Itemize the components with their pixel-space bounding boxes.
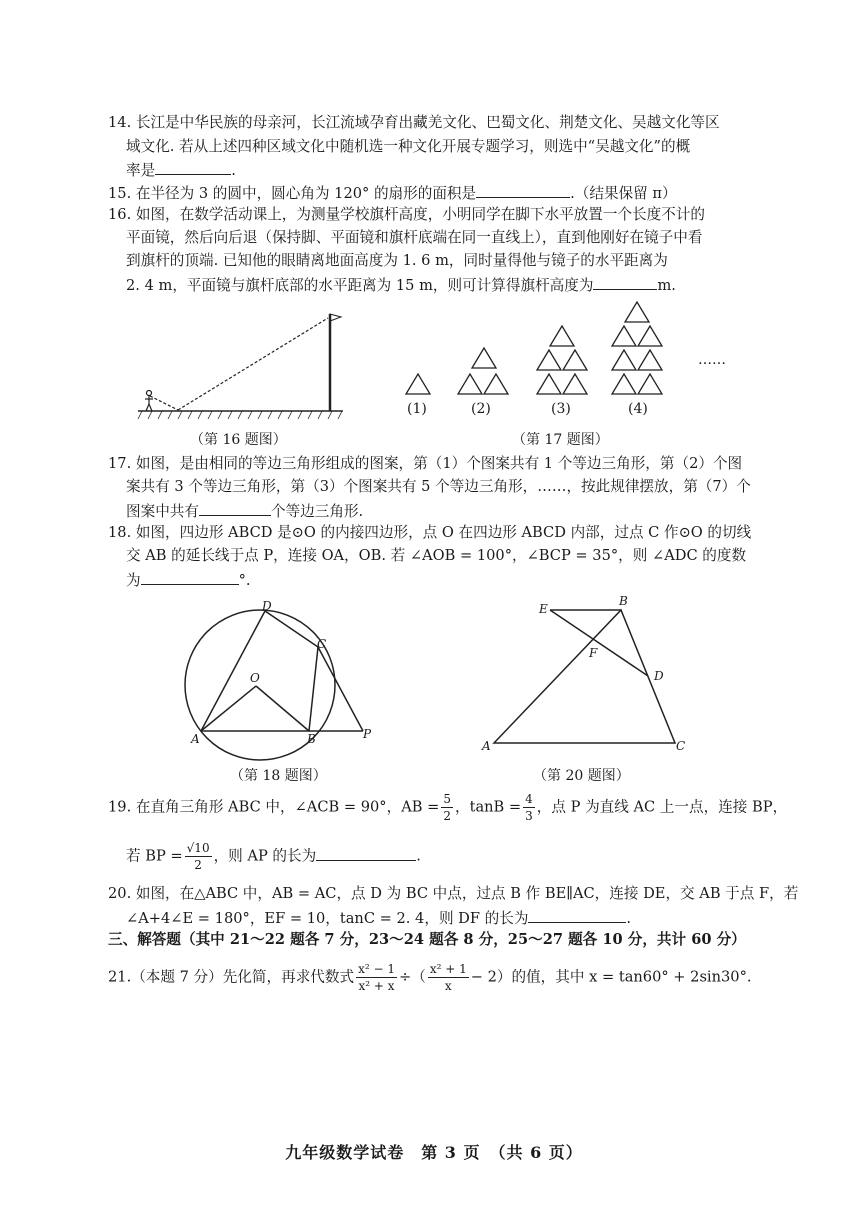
q16-line2: 平面镜，然后向后退（保持脚、平面镜和旗杆底端在同一直线上），直到他刚好在镜子中看 bbox=[126, 229, 703, 246]
fig20-point-b: B bbox=[619, 594, 628, 608]
q21-fraction-2 bbox=[428, 961, 469, 994]
fig17-pattern4-triangle bbox=[638, 374, 662, 394]
q20-text: ∠A+4∠E = 180°，EF = 10，tanC = 2. 4，则 DF 的长为 bbox=[126, 910, 529, 927]
q19-fraction-bp bbox=[185, 840, 212, 873]
q17-tail: 个等边三角形. bbox=[270, 503, 364, 520]
q19-text-b: ，tanB = bbox=[454, 798, 522, 816]
q14-line1: 14. 长江是中华民族的母亲河，长江流域孕育出藏羌文化、巴蜀文化、荆楚文化、吴越文化等区 bbox=[108, 114, 720, 131]
q18-unit: °. bbox=[238, 572, 251, 589]
fig20-point-c: C bbox=[676, 739, 686, 753]
fig18-point-d: D bbox=[262, 599, 272, 613]
q19-text-c: ，点 P 为直线 AC 上一点，连接 BP， bbox=[536, 798, 788, 816]
q18-answer-blank bbox=[141, 568, 239, 585]
q18-text: 为 bbox=[126, 572, 141, 589]
q19-text-a: 19. 在直角三角形 ABC 中，∠ACB = 90°，AB = bbox=[108, 798, 440, 816]
q21-f1-den: x² + x bbox=[358, 979, 395, 993]
fig20-caption: （第 20 题图） bbox=[533, 768, 630, 784]
q20-answer-blank bbox=[528, 906, 626, 923]
fig17-ellipsis: …… bbox=[698, 352, 726, 368]
fig16-sightline-eye bbox=[150, 396, 178, 410]
fig16-flag bbox=[330, 314, 341, 321]
fig17-pattern3-triangle bbox=[537, 374, 561, 394]
q21-f2-den: x bbox=[444, 979, 452, 993]
q19-text-d: 若 BP = bbox=[126, 847, 183, 865]
fig18-point-c: C bbox=[317, 637, 327, 651]
q18-line1: 18. 如图，四边形 ABCD 是⊙O 的内接四边形，点 O 在四边形 ABCD 内部，过点 C 作⊙O 的切线 bbox=[108, 524, 752, 541]
q19-fraction-ab bbox=[441, 791, 453, 824]
fig17-pattern4-triangle bbox=[612, 326, 636, 346]
q21-line bbox=[108, 961, 752, 994]
q19-fraction-tanb bbox=[523, 791, 535, 824]
q19-f3-num: √10 bbox=[186, 841, 210, 855]
fig17-pattern4-triangle bbox=[612, 374, 636, 394]
q21-text-b: ÷（ bbox=[399, 968, 426, 986]
fig17-label-4: (4) bbox=[628, 401, 648, 417]
q15-note: .（结果保留 π） bbox=[570, 185, 677, 202]
q20-line1: 20. 如图，在△ABC 中，AB = AC，点 D 为 BC 中点，过点 B 作 BE∥AC，连接 DE，交 AB 于点 F，若 bbox=[108, 885, 799, 902]
fig17-pattern1-triangle bbox=[406, 374, 430, 394]
q21-fraction-1 bbox=[356, 961, 397, 994]
q19-line1 bbox=[108, 791, 787, 824]
fig17-pattern4-triangle bbox=[625, 302, 649, 322]
q19-line2 bbox=[126, 840, 421, 873]
fig16-caption: （第 16 题图） bbox=[190, 432, 287, 448]
fig20-point-f: F bbox=[589, 646, 598, 660]
q19-answer-blank bbox=[316, 844, 416, 861]
fig18-tangent-cp bbox=[318, 647, 363, 731]
q19-f2-num: 4 bbox=[525, 792, 533, 806]
fig17-pattern2-triangle bbox=[458, 374, 482, 394]
fig18-diagram bbox=[180, 598, 380, 758]
fig17-label-2: (2) bbox=[471, 401, 491, 417]
q14-line2: 域文化. 若从上述四种区域文化中随机选一种文化开展专题学习，则选中“吴越文化”的概 bbox=[126, 138, 691, 155]
fig20-point-a: A bbox=[482, 739, 491, 753]
fig18-caption: （第 18 题图） bbox=[230, 768, 327, 784]
q17-text: 图案中共有 bbox=[126, 503, 199, 520]
q19-text-e: ，则 AP 的长为 bbox=[213, 847, 317, 865]
q21-text-c: − 2）的值，其中 x = tan60° + 2sin30°. bbox=[470, 968, 752, 986]
fig16-sightline-flag bbox=[178, 318, 328, 410]
q20-line2 bbox=[126, 906, 631, 930]
fig16-diagram bbox=[138, 310, 348, 425]
fig20-diagram bbox=[480, 596, 710, 756]
fig17-pattern3-triangle bbox=[550, 326, 574, 346]
fig17-pattern4-triangle bbox=[638, 350, 662, 370]
fig20-segment-ed bbox=[550, 610, 648, 676]
q18-line2: 交 AB 的延长线于点 P，连接 OA，OB. 若 ∠AOB = 100°，∠BCP = 35°，则 ∠ADC 的度数 bbox=[126, 547, 747, 564]
q19-text-f: . bbox=[416, 847, 421, 865]
q16-line4 bbox=[126, 273, 676, 297]
section3-heading: 三、解答题（其中 21～22 题各 7 分，23～24 题各 8 分，25～27 题各 10 分，共计 60 分） bbox=[108, 931, 746, 948]
fig18-point-o: O bbox=[250, 671, 260, 685]
fig17-caption: （第 17 题图） bbox=[512, 432, 609, 448]
q14-text: 率是 bbox=[126, 162, 156, 179]
q19-f2-den: 3 bbox=[525, 809, 533, 823]
q20-period: . bbox=[626, 910, 632, 927]
fig18-point-a: A bbox=[191, 732, 200, 746]
q15-answer-blank bbox=[476, 181, 570, 198]
q16-unit: m. bbox=[657, 277, 676, 294]
fig17-pattern2-triangle bbox=[472, 348, 496, 368]
fig17-pattern2-triangle bbox=[484, 374, 508, 394]
fig17-label-1: (1) bbox=[407, 401, 427, 417]
q15-text: 15. 在半径为 3 的圆中，圆心角为 120° 的扇形的面积是 bbox=[108, 185, 477, 202]
fig20-point-d: D bbox=[654, 669, 664, 683]
q19-f1-num: 5 bbox=[443, 792, 451, 806]
q17-line1: 17. 如图，是由相同的等边三角形组成的图案，第（1）个图案共有 1 个等边三角形，第（2）个图 bbox=[108, 455, 743, 472]
q18-line3 bbox=[126, 568, 251, 592]
fig17-label-3: (3) bbox=[551, 401, 571, 417]
fig18-point-b: B bbox=[307, 732, 316, 746]
q16-line3: 到旗杆的顶端. 已知他的眼睛离地面高度为 1. 6 m，同时量得他与镜子的水平距离为 bbox=[126, 252, 668, 269]
fig16-person bbox=[145, 391, 153, 412]
fig20-triangle-abc bbox=[494, 610, 675, 743]
fig18-segment-oa bbox=[201, 686, 256, 731]
q19-f3-den: 2 bbox=[194, 858, 202, 872]
q16-text: 2. 4 m，平面镜与旗杆底部的水平距离为 15 m，则可计算得旗杆高度为 bbox=[126, 277, 594, 294]
q17-line2: 案共有 3 个等边三角形，第（3）个图案共有 5 个等边三角形，……，按此规律摆放，第（7）个 bbox=[126, 478, 751, 495]
fig17-pattern4-triangle bbox=[638, 326, 662, 346]
q14-answer-blank bbox=[155, 158, 231, 175]
fig20-point-e: E bbox=[539, 602, 548, 616]
fig17-pattern3-triangle bbox=[537, 350, 561, 370]
q21-text-a: 21.（本题 7 分）先化简，再求代数式 bbox=[108, 968, 355, 986]
page-footer: 九年级数学试卷 第 3 页 （共 6 页） bbox=[285, 1143, 583, 1162]
fig18-point-p: P bbox=[363, 727, 372, 741]
q15-line bbox=[108, 181, 677, 205]
q19-f1-den: 2 bbox=[443, 809, 451, 823]
q17-answer-blank bbox=[199, 499, 271, 516]
q21-f2-num: x² + 1 bbox=[429, 962, 467, 976]
q14-period: . bbox=[231, 162, 236, 179]
q14-line3 bbox=[126, 158, 236, 182]
q16-line1: 16. 如图，在数学活动课上，为测量学校旗杆高度，小明同学在脚下水平放置一个长度不计的 bbox=[108, 206, 706, 223]
fig17-pattern3-triangle bbox=[563, 374, 587, 394]
q17-line3 bbox=[126, 499, 363, 523]
fig18-segment-ob bbox=[256, 686, 309, 731]
fig17-diagram bbox=[400, 322, 740, 402]
q21-f1-num: x² − 1 bbox=[358, 962, 395, 976]
fig17-pattern3-triangle bbox=[563, 350, 587, 370]
q16-answer-blank bbox=[593, 273, 657, 290]
fig17-pattern4-triangle bbox=[612, 350, 636, 370]
